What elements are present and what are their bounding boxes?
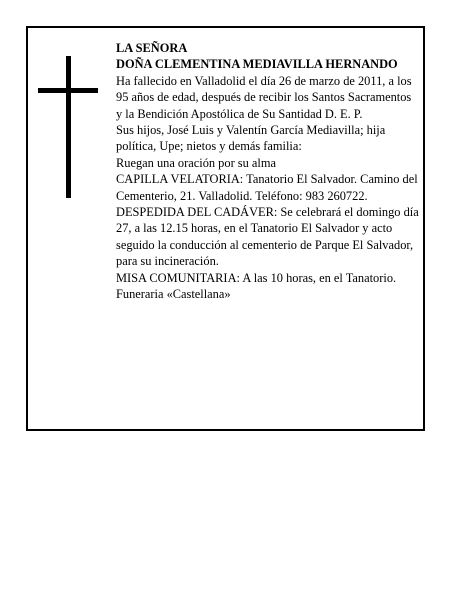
prayer-request: Ruegan una oración por su alma — [116, 155, 276, 170]
mass-info: MISA COMUNITARIA: A las 10 horas, en el Tanatorio. — [116, 270, 397, 285]
cross-horizontal-bar — [38, 88, 98, 93]
cross-vertical-bar — [66, 56, 71, 198]
family-listing: Sus hijos, José Luis y Valentín García Mediavilla; hija política, Upe; nietos y demás familia: — [116, 123, 386, 154]
latin-cross-icon — [38, 56, 98, 198]
chapel-info: CAPILLA VELATORIA: Tanatorio El Salvador. Camino del Cementerio, 21. Valladolid. Teléfono: 983 260722. — [116, 172, 418, 203]
death-statement: Ha fallecido en Valladolid el día 26 de marzo de 2011, a los 95 años de edad, después de recibir los Santos Sacramentos y la Bendición Apostólica de Su Santidad D. E. P. — [116, 73, 412, 121]
farewell-info: DESPEDIDA DEL CADÁVER: Se celebrará el domingo día 27, a las 12.15 horas, en el Tanatorio El Salvador y acto seguido la conducción al cementerio de Parque El Salvador, para su incineración. — [116, 205, 419, 269]
title-line-1: LA SEÑORA — [116, 41, 188, 55]
deceased-name: DOÑA CLEMENTINA MEDIAVILLA HERNANDO — [116, 57, 398, 72]
funeral-home: Funeraria «Castellana» — [116, 287, 231, 302]
notice-body — [116, 40, 420, 303]
obituary-notice — [26, 26, 425, 431]
